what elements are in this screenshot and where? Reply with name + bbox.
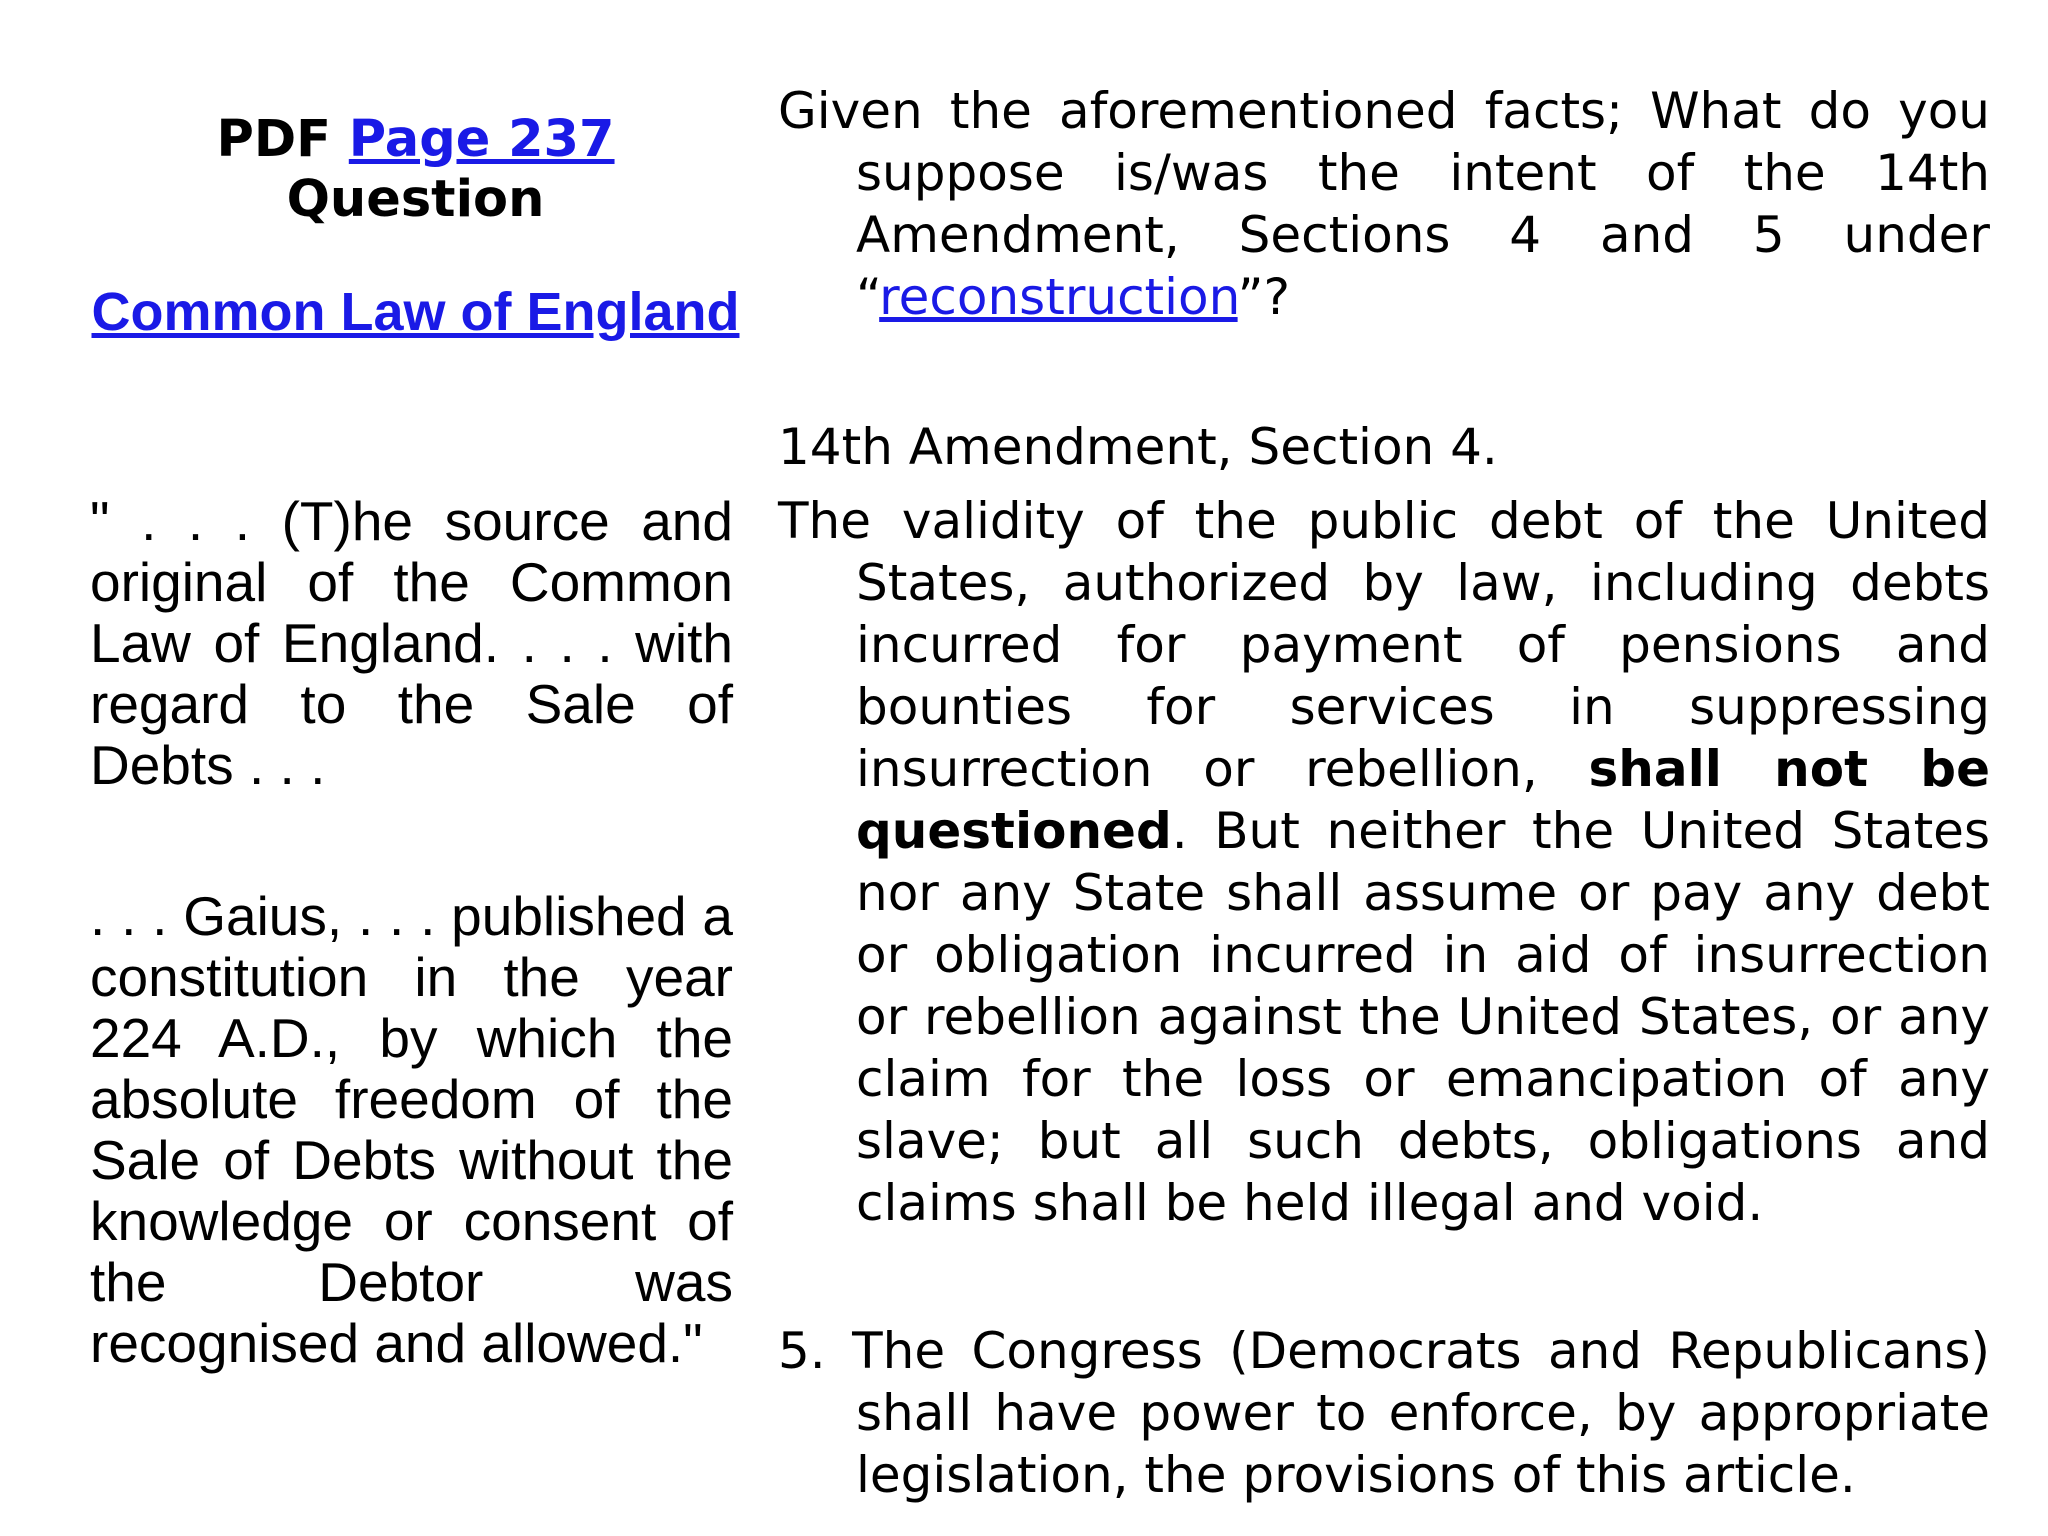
- section5-paragraph: 5. The Congress (Democrats and Republicans) shall have power to enforce, by appropriate legislation, the provisions of this article.: [778, 1322, 1990, 1504]
- section4-paragraph: [778, 490, 1990, 1234]
- question-paragraph: [778, 80, 1990, 328]
- pdf-label: PDF: [216, 110, 332, 169]
- left-quote-2: . . . Gaius, . . . published a constitution in the year 224 A.D., by which the absolute freedom of the Sale of Debts without the knowledge or consent of the Debtor was recognised and allowed.": [90, 885, 733, 1374]
- section4-bold-text: shall not be questioned: [856, 740, 1990, 860]
- question-text: Given the aforementioned facts; What do you suppose is/was the intent of the 14th Amendment, Sections 4 and 5 under “: [778, 82, 1990, 326]
- question-label: Question: [286, 170, 545, 229]
- subheader: [88, 282, 743, 342]
- header-line-1: [88, 110, 743, 170]
- reconstruction-link[interactable]: reconstruction: [879, 268, 1238, 326]
- section4-text-end: . But neither the United States nor any State shall assume or pay any debt or obligation incurred in aid of insurrection or rebellion against the United States, or any claim for the loss or emancipation of any slave; but all such debts, obligations and claims shall be held illegal and void.: [856, 802, 1990, 1232]
- page-header: [88, 110, 743, 230]
- left-quote-1: " . . . (T)he source and original of the Common Law of England. . . . with regard to the Sale of Debts . . .: [90, 490, 733, 796]
- page-link[interactable]: Page 237: [348, 110, 615, 169]
- common-law-link[interactable]: Common Law of England: [91, 282, 740, 342]
- section4-title: 14th Amendment, Section 4.: [778, 418, 1498, 476]
- question-end: ”?: [1237, 268, 1291, 326]
- section4-text-start: The validity of the public debt of the United States, authorized by law, including debts incurred for payment of pensions and bounties for services in suppressing insurrection or rebellion,: [778, 492, 1990, 798]
